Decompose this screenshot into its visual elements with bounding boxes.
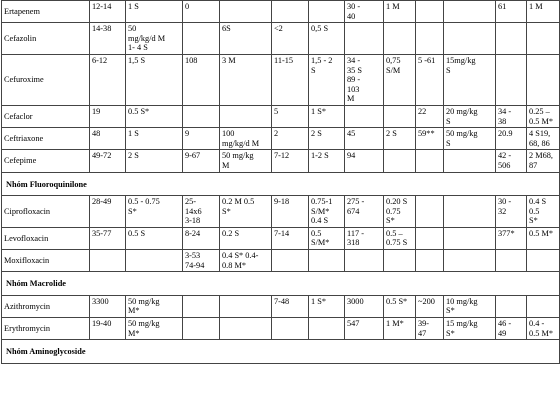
section-row bbox=[2, 172, 560, 196]
table-cell: 7-48 bbox=[272, 295, 309, 317]
table-cell: <2 bbox=[272, 23, 309, 55]
table-cell: 39- 47 bbox=[416, 318, 444, 340]
table-cell: 6-12 bbox=[90, 54, 126, 105]
table-cell: 50 mg/kg S bbox=[444, 128, 496, 150]
table-cell: 5 bbox=[272, 105, 309, 127]
table-cell: 42 - 506 bbox=[496, 150, 527, 172]
table-cell bbox=[444, 196, 496, 228]
table-cell: 2 S bbox=[384, 128, 416, 150]
table-cell: 30 - 40 bbox=[345, 1, 384, 23]
table-cell: 14-38 bbox=[90, 23, 126, 55]
table-cell: 0.5 – 0.75 S bbox=[384, 227, 416, 249]
table-cell bbox=[90, 250, 126, 272]
table-cell: 7-12 bbox=[272, 150, 309, 172]
drug-name-cell: Cefazolin bbox=[2, 23, 90, 55]
table-cell: 0.4 S* 0.4- 0.8 M* bbox=[220, 250, 272, 272]
table-cell: 1,5 - 2 S bbox=[309, 54, 345, 105]
table-cell: 50 mg/kg M bbox=[220, 150, 272, 172]
section-heading: Nhóm Aminoglycoside bbox=[2, 340, 560, 364]
table-cell: 2 S bbox=[126, 150, 183, 172]
table-cell: ~200 bbox=[416, 295, 444, 317]
table-cell: 94 bbox=[345, 150, 384, 172]
table-cell: 20.9 bbox=[496, 128, 527, 150]
section-heading: Nhóm Fluoroquinilone bbox=[2, 172, 560, 196]
table-cell: 117 - 318 bbox=[345, 227, 384, 249]
table-cell bbox=[496, 250, 527, 272]
table-cell: 2 M68, 87 bbox=[527, 150, 560, 172]
table-cell: 10 mg/kg S* bbox=[444, 295, 496, 317]
table-cell: 30 - 32 bbox=[496, 196, 527, 228]
table-cell bbox=[527, 23, 560, 55]
table-cell: 2 S bbox=[309, 128, 345, 150]
table-row bbox=[2, 54, 560, 105]
table-cell: 7-14 bbox=[272, 227, 309, 249]
table-cell bbox=[309, 318, 345, 340]
table-cell: 3000 bbox=[345, 295, 384, 317]
drug-name-cell: Levofloxacin bbox=[2, 227, 90, 249]
table-cell: 34 - 35 S 89 - 103 M bbox=[345, 54, 384, 105]
drug-name-cell: Ertapenem bbox=[2, 1, 90, 23]
table-cell: 1 S* bbox=[309, 295, 345, 317]
section-row bbox=[2, 340, 560, 364]
table-cell bbox=[416, 250, 444, 272]
drug-name-cell: Cefepime bbox=[2, 150, 90, 172]
table-cell bbox=[126, 250, 183, 272]
table-cell: 0.5 S* bbox=[126, 105, 183, 127]
table-cell bbox=[444, 1, 496, 23]
table-cell: 2 bbox=[272, 128, 309, 150]
table-cell bbox=[220, 318, 272, 340]
table-row bbox=[2, 227, 560, 249]
table-cell: 100 mg/kg/d M bbox=[220, 128, 272, 150]
table-cell: 1 S* bbox=[309, 105, 345, 127]
antibiotic-dosage-table bbox=[1, 0, 560, 364]
table-row bbox=[2, 128, 560, 150]
table-cell bbox=[496, 54, 527, 105]
table-cell: 22 bbox=[416, 105, 444, 127]
table-cell: 0.5 S bbox=[126, 227, 183, 249]
table-cell: 59** bbox=[416, 128, 444, 150]
table-cell: 9-18 bbox=[272, 196, 309, 228]
table-cell: 0,5 S bbox=[309, 23, 345, 55]
table-row bbox=[2, 150, 560, 172]
table-cell: 35-77 bbox=[90, 227, 126, 249]
table-cell: 0.5 S* bbox=[384, 295, 416, 317]
drug-name-cell: Ceftriaxone bbox=[2, 128, 90, 150]
table-cell: 46 - 49 bbox=[496, 318, 527, 340]
table-row bbox=[2, 105, 560, 127]
table-cell: 25- 14x6 3-18 bbox=[183, 196, 220, 228]
table-cell: 50 mg/kg M* bbox=[126, 295, 183, 317]
table-cell bbox=[272, 1, 309, 23]
table-cell: 0.5 - 0.75 S* bbox=[126, 196, 183, 228]
table-cell bbox=[384, 23, 416, 55]
table-cell bbox=[345, 250, 384, 272]
section-row bbox=[2, 272, 560, 296]
table-cell: 0.5 M* bbox=[527, 227, 560, 249]
table-cell bbox=[183, 295, 220, 317]
table-cell: 9-67 bbox=[183, 150, 220, 172]
table-cell: 9 bbox=[183, 128, 220, 150]
table-row bbox=[2, 1, 560, 23]
table-cell: 28-49 bbox=[90, 196, 126, 228]
table-cell bbox=[220, 1, 272, 23]
table-cell: 5 -61 bbox=[416, 54, 444, 105]
table-cell: 6S bbox=[220, 23, 272, 55]
table-cell bbox=[444, 150, 496, 172]
table-cell bbox=[272, 318, 309, 340]
table-cell bbox=[527, 295, 560, 317]
table-cell: 0.5 S/M* bbox=[309, 227, 345, 249]
table-cell bbox=[345, 105, 384, 127]
drug-name-cell: Azithromycin bbox=[2, 295, 90, 317]
table-cell: 50 mg/kg M* bbox=[126, 318, 183, 340]
table-cell bbox=[309, 1, 345, 23]
table-cell bbox=[384, 250, 416, 272]
table-row bbox=[2, 23, 560, 55]
table-cell bbox=[416, 227, 444, 249]
table-cell bbox=[309, 250, 345, 272]
drug-name-cell: Erythromycin bbox=[2, 318, 90, 340]
table-cell bbox=[496, 295, 527, 317]
table-cell: 3-53 74-94 bbox=[183, 250, 220, 272]
table-cell: 1 S bbox=[126, 1, 183, 23]
table-cell: 11-15 bbox=[272, 54, 309, 105]
table-cell: 0,75 S/M bbox=[384, 54, 416, 105]
table-cell: 0.75-1 S/M* 0.4 S bbox=[309, 196, 345, 228]
table-cell: 12-14 bbox=[90, 1, 126, 23]
table-cell: 4 S19, 68, 86 bbox=[527, 128, 560, 150]
table-cell: 15 mg/kg S* bbox=[444, 318, 496, 340]
drug-name-cell: Moxifloxacin bbox=[2, 250, 90, 272]
table-cell: 49-72 bbox=[90, 150, 126, 172]
table-cell: 547 bbox=[345, 318, 384, 340]
table-cell: 1-2 S bbox=[309, 150, 345, 172]
table-cell: 3 M bbox=[220, 54, 272, 105]
table-cell bbox=[416, 23, 444, 55]
table-cell bbox=[527, 250, 560, 272]
table-cell bbox=[220, 105, 272, 127]
table-cell: 0.2 S bbox=[220, 227, 272, 249]
table-cell: 0.4 S 0.5 S* bbox=[527, 196, 560, 228]
table-row bbox=[2, 250, 560, 272]
table-cell bbox=[183, 318, 220, 340]
table-cell: 0 bbox=[183, 1, 220, 23]
table-cell: 108 bbox=[183, 54, 220, 105]
table-cell: 19-40 bbox=[90, 318, 126, 340]
table-cell: 8-24 bbox=[183, 227, 220, 249]
table-cell: 45 bbox=[345, 128, 384, 150]
table-cell bbox=[183, 105, 220, 127]
table-cell: 0.25 – 0.5 M* bbox=[527, 105, 560, 127]
table-cell bbox=[444, 227, 496, 249]
table-cell: 50 mg/kg/d M 1- 4 S bbox=[126, 23, 183, 55]
table-cell: 1 S bbox=[126, 128, 183, 150]
table-cell bbox=[183, 23, 220, 55]
table-cell: 48 bbox=[90, 128, 126, 150]
table-cell bbox=[345, 23, 384, 55]
table-cell: 1,5 S bbox=[126, 54, 183, 105]
table-cell: 61 bbox=[496, 1, 527, 23]
table-cell: 0.2 M 0.5 S* bbox=[220, 196, 272, 228]
table-row bbox=[2, 318, 560, 340]
table-cell: 15mg/kg S bbox=[444, 54, 496, 105]
table-cell bbox=[444, 250, 496, 272]
table-row bbox=[2, 196, 560, 228]
table-cell bbox=[384, 150, 416, 172]
table-cell: 0.20 S 0.75 S* bbox=[384, 196, 416, 228]
table-cell: 3300 bbox=[90, 295, 126, 317]
table-cell bbox=[444, 23, 496, 55]
drug-name-cell: Ciprofloxacin bbox=[2, 196, 90, 228]
table-cell bbox=[384, 105, 416, 127]
table-cell: 0.4 - 0.5 M* bbox=[527, 318, 560, 340]
table-cell: 1 M* bbox=[384, 318, 416, 340]
drug-name-cell: Cefaclor bbox=[2, 105, 90, 127]
table-cell bbox=[527, 54, 560, 105]
table-cell bbox=[220, 295, 272, 317]
table-cell: 1 M bbox=[384, 1, 416, 23]
table-cell: 1 M bbox=[527, 1, 560, 23]
table-cell: 20 mg/kg S bbox=[444, 105, 496, 127]
section-heading: Nhóm Macrolide bbox=[2, 272, 560, 296]
table-cell bbox=[496, 23, 527, 55]
table-cell bbox=[416, 1, 444, 23]
table-cell: 19 bbox=[90, 105, 126, 127]
drug-name-cell: Cefuroxime bbox=[2, 54, 90, 105]
table-cell bbox=[416, 196, 444, 228]
table-cell: 34 - 38 bbox=[496, 105, 527, 127]
table-row bbox=[2, 295, 560, 317]
table-cell bbox=[272, 250, 309, 272]
table-cell bbox=[416, 150, 444, 172]
table-cell: 377* bbox=[496, 227, 527, 249]
table-cell: 275 - 674 bbox=[345, 196, 384, 228]
